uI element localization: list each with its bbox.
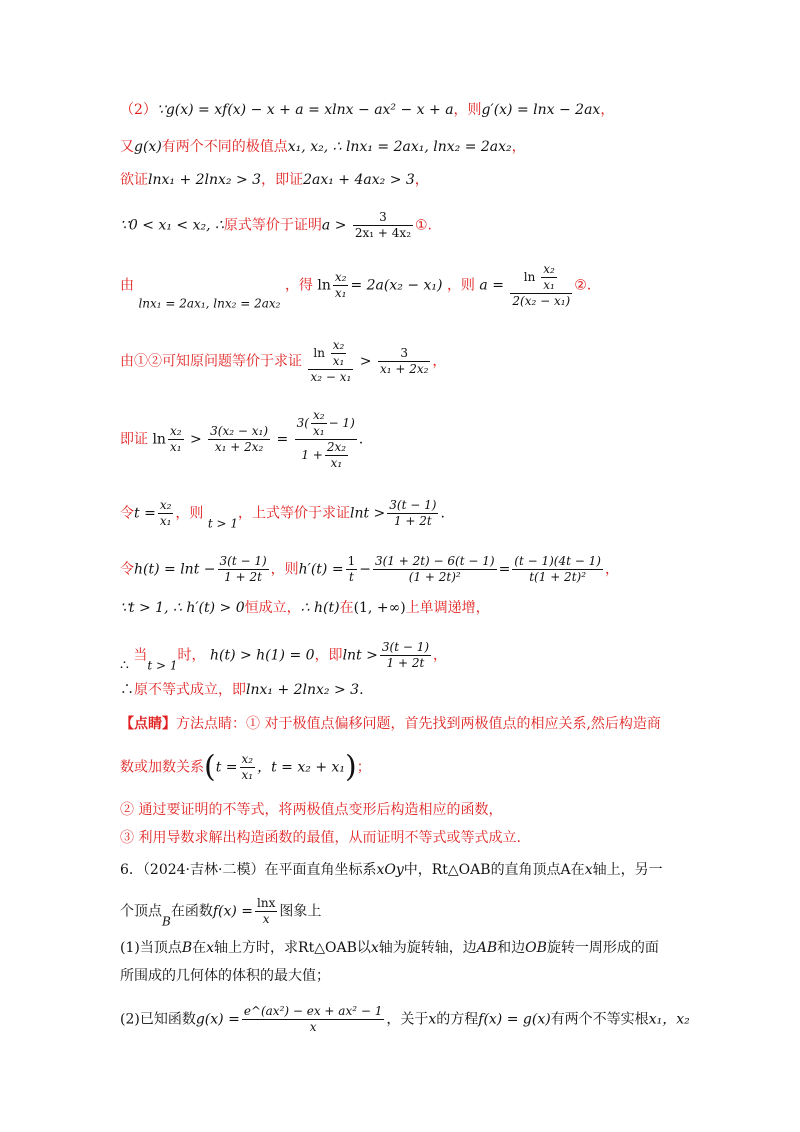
line-9: 令h(t) = lnt − $\frac{3(t - 1)}{1 + 2t}$ ，则h′(t) = $\frac{1}{t}$ − $\frac{3(1 + 2t) - 6(t - 1)}{\text{(1 + 2t)²}}$ = $\frac{(t - 1)(4t - 1)}{\text{t(1 + 2t)²}}$ ，: [120, 554, 619, 584]
text: ，: [432, 353, 447, 370]
math: a =: [479, 277, 504, 294]
line-19: (1)当顶点B在x轴上方时，求Rt△OAB以x轴为旋转轴，边AB和边OB旋转一周形成的面: [120, 940, 659, 956]
math: 2ax₁ + 4ax₂ > 3: [303, 172, 415, 188]
fraction-nested: 3( $\frac{\text{x₂}}{\text{x₁}}$ − 1) 1 + $\frac{\text{2x₂}}{\text{x₁}}$: [296, 408, 355, 470]
math-ln: ln: [317, 277, 331, 294]
line-3: [120, 170, 429, 190]
comma: ，: [414, 172, 429, 188]
line-4: [120, 210, 432, 241]
comma: ，: [600, 102, 615, 118]
fraction: $\frac{\text{3(x₂ − x₁)}}{\text{x₁ + 2x₂}}$: [210, 424, 269, 454]
text: ，即证: [261, 172, 304, 188]
text: 原式等价于证明: [223, 217, 322, 234]
text-then: 则: [467, 102, 482, 118]
line-6: [120, 338, 446, 385]
math: >: [359, 353, 372, 370]
text: 由: [120, 277, 134, 294]
line-10: ∵t > 1, ∴ h′(t) > 0恒成立，∴ h(t)在(1, +∞)上单调递增，: [120, 600, 490, 616]
line-1: [120, 100, 614, 120]
text: ②.: [574, 277, 592, 294]
line-12: ∴原不等式成立，即lnx₁ + 2lnx₂ > 3.: [120, 682, 364, 698]
math: x₁, x₂, ∴ lnx₁ = 2ax₁, lnx₂ = 2ax₂: [287, 139, 512, 155]
math: = 2a(x₂ − x₁): [350, 277, 443, 294]
line-17-problem-6: 6．（2024·吉林·二模）在平面直角坐标系xOy中，Rt△OAB的直角顶点A在x轴上，另一: [120, 862, 663, 878]
math-ln: ln: [152, 431, 166, 448]
math: lnx₁ = 2ax₁, lnx₂ = 2ax₂: [138, 296, 281, 311]
text: 又: [120, 139, 134, 155]
line-5: [120, 262, 591, 312]
fraction: $\frac{\text{x₂}}{\text{x₁}}$: [334, 270, 347, 300]
comma: ，: [511, 139, 526, 155]
line-20: 所围成的几何体的体积的最大值；: [120, 968, 330, 984]
math-g-definition: ∵g(x) = xf(x) − x + a = xlnx − ax² − x + a: [156, 102, 454, 118]
text: 令: [120, 505, 134, 522]
text: ，得: [284, 277, 313, 294]
line-16: ③ 利用导数求解出构造函数的最值，从而证明不等式或等式成立.: [120, 830, 521, 846]
math: g(x): [134, 139, 162, 155]
fraction-nested: ln $\frac{\text{x₂}}{\text{x₁}}$ x₂ − x₁: [310, 338, 352, 384]
text: 由①②可知原问题等价于求证: [120, 353, 302, 370]
problem-source: （2024·吉林·二模）: [142, 862, 265, 878]
text: 欲证: [120, 172, 148, 188]
line-13-remark: 【点睛】方法点睛：① 对于极值点偏移问题，首先找到两极值点的相应关系,然后构造商: [120, 716, 661, 732]
problem-number: 6．: [120, 862, 143, 878]
line-15: ② 通过要证明的不等式，将两极值点变形后构造相应的函数，: [120, 802, 503, 818]
line-21: (2)已知函数g(x) = $\frac{\text{e\textasciicircum{}(ax²) − ex + ax² − 1}}{x}$ ，关于x的方程f(x) = g(x)有两个不等实根x₁，x₂: [120, 1004, 690, 1034]
line-2: [120, 137, 526, 157]
math-g-derivative: g′(x) = lnx − 2ax: [481, 102, 601, 118]
text: 有两个不同的极值点: [161, 139, 288, 155]
text: ①.: [415, 217, 433, 234]
line-18: 个顶点B在函数f(x) = $\frac{\ln x}{x}$ 图象上: [120, 896, 322, 929]
line-11: ∴ 当t > 1时， h(t) > h(1) = 0，即lnt > $\frac{3(t - 1)}{1 + 2t}$ ，: [120, 640, 448, 674]
line-8: 令t = $\frac{\text{x₂}}{\text{x₁}}$ ，则 t > 1，上式等价于求证lnt > $\frac{3(t - 1)}{1 + 2t}$ .: [120, 498, 445, 531]
remark-tag: 【点睛】: [120, 716, 176, 732]
math: lnx₁ + 2lnx₂ > 3: [148, 172, 262, 188]
text: 即证: [120, 431, 148, 448]
line-14: 数或加数关系(t = $\frac{\text{x₂}}{\text{x₁}}$ ，t = x₂ + x₁)；: [120, 749, 371, 785]
fraction: $\frac{3}{\text{2x₁ + 4x₂}}$: [354, 210, 411, 240]
text: ，则: [446, 277, 475, 294]
math: ∵0 < x₁ < x₂, ∴: [120, 217, 224, 234]
line-7: 即证 ln $\frac{\text{x₂}}{\text{x₁}}$ > $\frac{\text{3(x₂ − x₁)}}{\text{x₁ + 2x₂}}$ = 3( $\frac{\text{x₂}}{\text{x₁}}$ − 1) 1 + $\frac{\text{2x₂}}{\text{x₁}}$ .: [120, 408, 364, 470]
part-label: （2）: [120, 102, 157, 118]
fraction-nested: ln $\frac{\text{x₂}}{\text{x₁}}$ 2(x₂ − x₁): [512, 262, 571, 308]
math: a >: [321, 217, 347, 234]
fraction: $\frac{3}{\text{x₁ + 2x₂}}$: [379, 346, 429, 376]
comma: ，: [453, 102, 468, 118]
